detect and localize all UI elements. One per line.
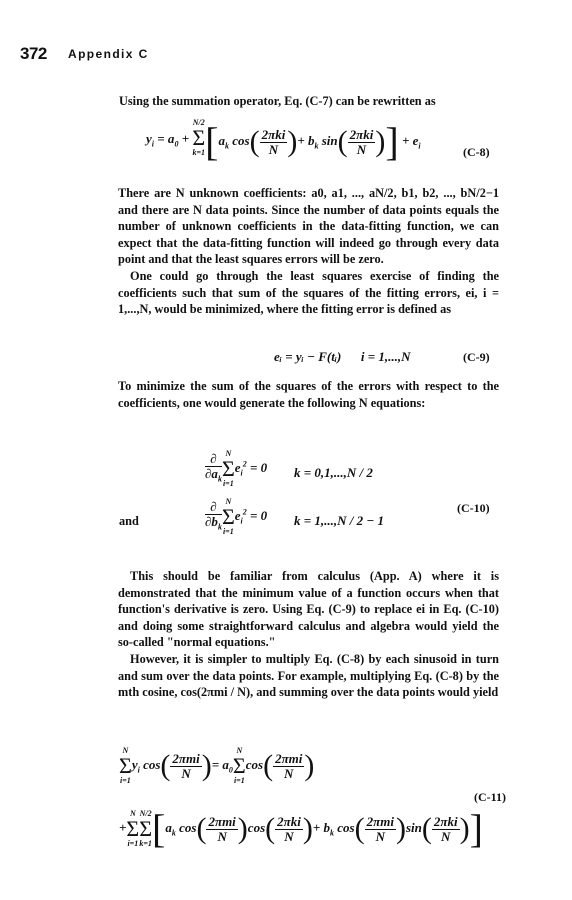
equation-c11-second: + N Σ i=1 N/2 Σ k=1 [$a_k$ cos( $\frac{\text{2πmi}}{N}$ )cos( $\frac{\text{2πki}}{N}$ )+ $b_k$ cos( $\frac{\text{2πmi}}{N}$ )sin( $\frac{\text{2πki}}{N}$ )] — [119, 806, 483, 851]
page-number: 372 — [20, 44, 47, 63]
equation-c10-second: $\frac{\partial}{\partial b_k}$ N Σ i=1 $e_i^2 = 0$ — [205, 497, 268, 536]
equation-c10-label: (C-10) — [457, 501, 490, 515]
paragraph-minimize: To minimize the sum of the squares of the errors with respect to the coefficients, one would generate the following N equations: — [118, 379, 499, 410]
and-word: and — [119, 514, 139, 528]
equation-c11-first: N Σ i=1 $y_i$ cos( $\frac{\text{2πmi}}{N}$ )= $a_0$ N Σ i=1 cos( $\frac{\text{2πmi}}{N}$ ) — [119, 746, 315, 785]
paragraph-unknown-coefficients: There are N unknown coefficients: a0, a1, ..., aN/2, b1, b2, ..., bN/2−1 and there are N data points. Since the number of data points equals the number of unknown coefficients in the data-fitting function, we can expect that the data-fitting function will indeed go through every data point and that the least squares errors will be zero. — [118, 186, 499, 267]
equation-c10-condition-b: k = 1,...,N / 2 − 1 — [294, 513, 385, 528]
paragraph-calculus: This should be familiar from calculus (App. A) where it is demonstrated that the minimum value of a function occurs when that function's derivative is zero. Using Eq. (C-9) to replace ei in Eq. (C-10) and doing some straightforward calculus and algebra would yield the so-called "normal equations." — [118, 569, 499, 650]
equation-c9: eᵢ = yᵢ − F(tᵢ) i = 1,...,N — [274, 349, 411, 364]
equation-c10-condition-a: k = 0,1,...,N / 2 — [294, 465, 373, 480]
intro-text: Using the summation operator, Eq. (C-7) can be rewritten as — [119, 94, 436, 108]
equation-c8-label: (C-8) — [463, 145, 490, 159]
running-title: Appendix C — [68, 47, 149, 61]
paragraph-least-squares: One could go through the least squares exercise of finding the coefficients such that sum of the squares of the fitting errors, ei, i = 1,...,N, would be minimized, where the fitting error is defined as — [118, 269, 499, 317]
equation-c11-label: (C-11) — [474, 790, 506, 804]
equation-c8: $y_i = a_0$ + N/2 Σ k=1 [$a_k$ cos( $\frac{\text{2πki}}{N}$ )+ $b_k$ sin( $\frac{\text{2πki}}{N}$ )] + $e_i$ — [146, 118, 421, 164]
paragraph-multiply: However, it is simpler to multiply Eq. (C-8) by each sinusoid in turn and sum over the data points. For example, multiplying Eq. (C-8) by the mth cosine, cos(2πmi / N), and summing over the data points would yield — [118, 652, 499, 700]
equation-c9-label: (C-9) — [463, 350, 490, 364]
equation-c10-first: $\frac{\partial}{\partial a_k}$ N Σ i=1 $e_i^2 = 0$ — [205, 449, 268, 488]
